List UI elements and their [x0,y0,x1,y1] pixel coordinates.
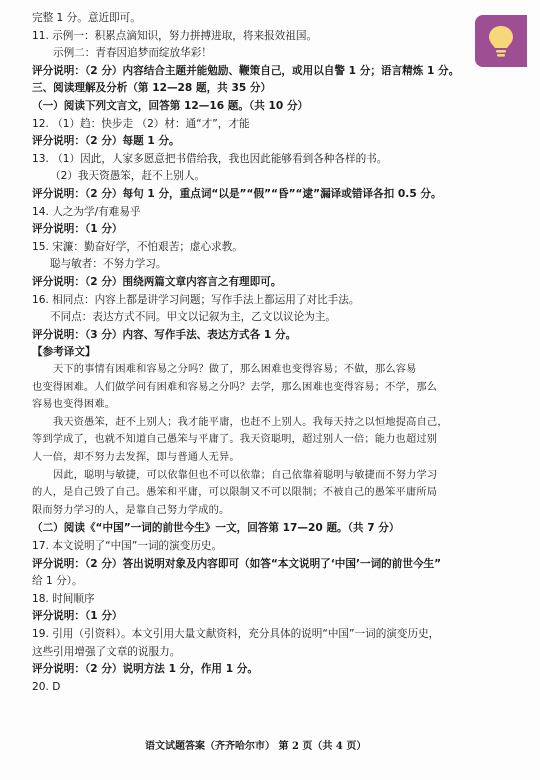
text-line: 评分说明：（2 分）说明方法 1 分，作用 1 分。 [32,663,258,676]
text-line: 完整 1 分。意近即可。 [32,12,141,24]
translation-line: 天下的事情有困难和容易之分吗？做了，那么困难也变得容易；不做，那么容易 [53,364,417,375]
section-heading: 三、阅读理解及分析（第 12—28 题，共 35 分） [32,82,272,95]
subsection-heading: （一）阅读下列文言文，回答第 12—16 题。（共 10 分） [32,100,309,112]
text-line: 评分说明：（1 分） [32,610,123,623]
translation-line: 也变得困难。人们做学问有困难和容易之分吗？去学，那么困难也变得容易；不学，那么 [32,381,438,393]
text-line: 17. 本文说明了“中国”一词的演变历史。 [32,540,223,552]
text-line: 评分说明：（2 分）内容结合主题并能勉励、鞭策自己，或用以自警 1 分；语言精炼 1 分。 [32,64,460,77]
translation-line: 因此，聪明与敏捷，可以依靠但也不可以依靠；自己依靠着聪明与敏捷而不努力学习 [53,469,438,481]
text-line: 18. 时间顺序 [32,592,95,605]
translation-line: 限而努力学习的人，是靠自己努力学成的。 [32,504,230,516]
text-line: 12. （1）趋：快步走 （2）材：通“才”，才能 [32,117,250,130]
text-line: （2）我天资愚笨，赶不上别人。 [50,170,206,183]
translation-line: 我天资愚笨，赶不上别人；我才能平庸，也赶不上别人。我每天持之以恒地提高自己， [53,416,448,428]
text-line: 13. （1）因此，人家多愿意把书借给我，我也因此能够看到各种各样的书。 [32,152,388,165]
text-line: 15. 宋濂：勤奋好学，不怕艰苦；虚心求教。 [32,240,243,253]
translation-heading: 【参考译文】 [32,346,96,359]
translation-line: 等到学成了，也就不知道自己愚笨与平庸了。我天资聪明，超过别人一倍；能力也超过别 [32,434,438,446]
translation-line: 的人，是自己毁了自己。愚笨和平庸，可以限制又不可以限制；不被自己的愚笨平庸所局 [32,487,438,499]
text-line: 评分说明：（2 分）每句 1 分，重点词“以是”“假”“昏”“逮”漏译或错译各扣 0.5 分。 [32,188,442,200]
text-line: 评分说明：（2 分）答出说明对象及内容即可（如答“本文说明了‘中国’一词的前世今生” [32,557,442,570]
text-line: 给 1 分）。 [32,575,83,588]
text-line: 不同点：表达方式不同。甲文以记叙为主，乙文以议论为主。 [50,311,337,324]
text-line: 20. D [32,680,61,693]
text-line: 这些引用增强了文章的说服力。 [32,645,181,658]
translation-line: 容易也变得困难。 [32,399,116,411]
text-line: 评分说明：（1 分） [32,223,123,236]
text-line: 11. 示例一：积累点滴知识，努力拼搏进取，将来报效祖国。 [32,29,318,42]
text-line: 评分说明：（2 分）围绕两篇文章内容言之有理即可。 [32,276,282,288]
lightbulb-icon[interactable] [475,15,527,67]
text-line: 示例二：青春因追梦而绽放华彩！ [53,47,212,60]
text-line: 评分说明：（3 分）内容、写作手法、表达方式各 1 分。 [32,328,297,341]
text-line: 评分说明：（2 分）每题 1 分。 [32,135,180,148]
subsection-heading: （二）阅读《“中国”一词的前世今生》一文，回答第 17—20 题。（共 7 分） [32,522,400,535]
text-line: 聪与敏者：不努力学习。 [50,258,167,271]
page-footer: 语文试题答案（齐齐哈尔市） 第 2 页（共 4 页） [145,741,367,752]
translation-line: 人一倍，却不努力去发挥，即与普通人无异。 [32,452,240,463]
text-line: 19. 引用（引资料）。本文引用大量文献资料，充分具体的说明“中国”一词的演变历史， [32,628,440,640]
text-line: 16. 相同点：内容上都是讲学习问题；写作手法上都运用了对比手法。 [32,293,360,306]
text-line: 14. 人之为学/有难易乎 [32,205,141,218]
